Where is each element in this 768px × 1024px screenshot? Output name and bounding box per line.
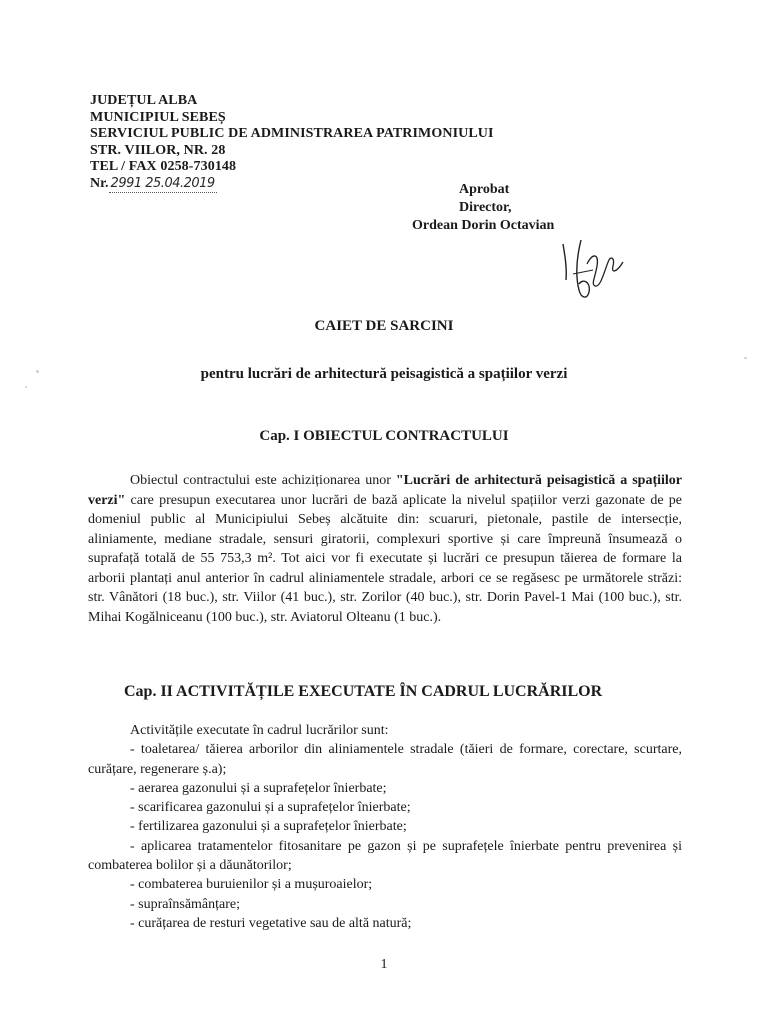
municipality-line: MUNICIPIUL SEBEȘ — [90, 109, 226, 125]
registration-label: Nr. — [90, 175, 109, 191]
scan-speck — [36, 370, 39, 373]
handwritten-signature — [557, 234, 627, 306]
registration-handwritten-value: 2991 25.04.2019 — [109, 176, 217, 194]
approval-role: Director, — [459, 200, 512, 215]
institution-header — [90, 93, 494, 193]
list-item: - aerarea gazonului și a suprafețelor înierbate; — [130, 780, 387, 796]
scan-speck — [25, 386, 27, 388]
list-item: - scarificarea gazonului și a suprafețelor înierbate; — [130, 800, 411, 816]
service-line: SERVICIUL PUBLIC DE ADMINISTRAREA PATRIMONIULUI — [90, 126, 494, 141]
scan-speck — [744, 357, 747, 359]
phone-line: TEL / FAX 0258-730148 — [90, 159, 237, 174]
activities-list — [88, 721, 682, 933]
approval-block — [412, 181, 554, 235]
document-title: CAIET DE SARCINI — [314, 318, 454, 334]
approval-status: Aprobat — [459, 182, 510, 197]
chapter1-text-bold: "Lucrări de arhitectură peisagistică a spațiilor verzi" — [88, 473, 682, 508]
approval-name: Ordean Dorin Octavian — [412, 218, 555, 233]
list-item: - fertilizarea gazonului și a suprafețelor înierbate; — [130, 819, 407, 835]
county-line: JUDEȚUL ALBA — [90, 93, 198, 108]
list-item: - curățarea de resturi vegetative sau de altă natură; — [130, 915, 412, 931]
page-number: 1 — [380, 957, 388, 972]
document-subtitle: pentru lucrări de arhitectură peisagistică a spațiilor verzi — [200, 366, 568, 382]
list-item: - combaterea buruienilor și a mușuroaielor; — [130, 877, 373, 893]
chapter2-heading: Cap. II ACTIVITĂȚILE EXECUTATE ÎN CADRUL LUCRĂRILOR — [124, 683, 603, 700]
chapter1-heading: Cap. I OBIECTUL CONTRACTULUI — [259, 428, 509, 444]
list-item: - toaletarea/ tăierea arborilor din aliniamentele stradale (tăieri de formare, corectare, scurtare, curățare, regenerare ș.a); — [88, 742, 682, 777]
address-line: STR. VIILOR, NR. 28 — [90, 142, 226, 158]
list-item: - aplicarea tratamentelor fitosanitare pe gazon și pe suprafețele înierbate pentru prevenirea și combaterea bolilor și a dăunătorilor; — [88, 838, 682, 874]
chapter1-paragraph — [88, 471, 682, 627]
activities-intro: Activitățile executate în cadrul lucrărilor sunt: — [130, 723, 389, 738]
list-item: - supraînsămânțare; — [130, 896, 241, 912]
chapter1-text-rest: care presupun executarea unor lucrări de bază aplicate la nivelul spațiilor verzi gazonate de pe domeniul public al Municipiului Sebeș alcătuite din: scuaruri, pietonale, pastile de intersecție, aliniamente, mediane stradale, sensuri giratorii, complexuri sportive și care împreună însumează o suprafață totală de 55 753,3 m². Tot aici vor fi executate și lucrări ce presupun tăierea de formare la arborii plantați anul anterior în cadrul aliniamentele stradale, arbori ce se regăsesc pe următorele străzi: str. Vânători (18 buc.), str. Viilor (41 buc.), str. Zorilor (40 buc.), str. Dorin Pavel-1 Mai (100 buc.), str. Mihai Kogălniceanu (100 buc.), str. Aviatorul Olteanu (1 buc.). — [88, 492, 682, 625]
chapter1-text-start: Obiectul contractului este achiziționarea unor — [130, 473, 396, 488]
